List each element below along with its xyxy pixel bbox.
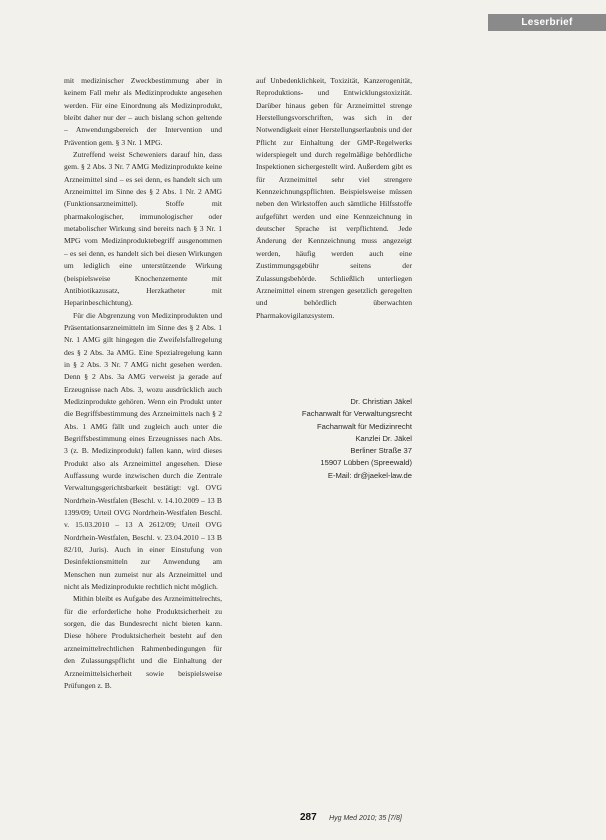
section-label: Leserbrief (488, 14, 606, 31)
author-title: Fachanwalt für Medizinrecht (317, 421, 412, 431)
author-name: Dr. Christian Jäkel (350, 397, 412, 406)
paragraph: auf Unbedenklichkeit, Toxizität, Kanzerogenität, Reproduktions- und Entwicklungstoxizität. Darüber hinaus geben für Arzneimittel strenge Herstellungsvorschriften, was sich in der Notwendigkeit einer Herstellungserlaubnis und der Pflicht zur Einhaltung der GMP-Regelwerks widerspiegelt und durch regelmäßige behördliche Inspektionen sichergestellt wird. Außerdem gibt es für Arzneimittel sehr viel strengere Kennzeichnungspflichten. Beispielsweise müssen neben den Wirkstoffen auch sämtliche Hilfsstoffe aufgeführt werden und eine Kennzeichnung in deutscher Sprache ist verpflichtend. Jede Änderung der Kennzeichnung muss angezeigt werden, häufig werden auch eine Zustimmungsgebühr seitens der Zulassungsbehörde. Schließlich unterliegen Arzneimittel einem strengen gesetzlich geregelten und behördlich überwachten Pharmakovigilanzsystem. (256, 76, 412, 320)
paragraph: Mithin bleibt es Aufgabe des Arzneimittelrechts, für die erforderliche hohe Produktsicherheit zu sorgen, die das Bundesrecht nicht bieten kann. Diese höhere Produktsicherheit besteht auf den arzneimittelrechtlichen Rahmenbedingungen für den Zulassungspflicht und die Einhaltung der Arzneimittelsicherheit sowie beispielsweise Prüfungen z. B. (64, 594, 222, 690)
right-column (256, 75, 412, 322)
paragraph: mit medizinischer Zweckbestimmung aber in keinem Fall mehr als Medizinprodukte angesehen werden. Für eine Einordnung als Medizinprodukt, bleibt daher nur der – auch bislang schon geltende – Anwendungsbereich der Intervention und Prävention gem. § 3 Nr. 1 MPG. (64, 76, 222, 147)
paragraph: Für die Abgrenzung von Medizinprodukten und Präsentationsarzneimitteln im Sinne des § 2 Abs. 1 Nr. 1 AMG gilt hingegen die Zweifelsfallregelung des § 2 Abs. 3a AMG. Eine Spezialregelung kann in § 2 Abs. 3 Nr. 7 AMG nicht gesehen werden. Denn § 2 Abs. 3a AMG verweist ja gerade auf Erzeugnisse nach Abs. 3, wozu ausdrücklich auch Medizinprodukte gehören. Wenn ein Produkt unter die Begriffsbestimmung des Arzneimittels nach § 2 Abs. 1 AMG fällt und zugleich auch unter die Begriffsbestimmung eines Erzeugnisses nach Abs. 3 (z. B. Medizinprodukt) fallen kann, wird dieses Produkt also als Arzneimittel angesehen. Diese Auffassung wurde inzwischen durch die Zentrale Verwaltungsgerichtsbarkeit bestätigt: vgl. OVG Nordrhein-Westfalen (Beschl. v. 14.10.2009 – 13 B 1399/09; Urteil OVG Nordrhein-Westfalen Beschl. v. 15.03.2010 – 13 A 2612/09; Urteil OVG Nordrhein-Westfalen, Beschl. v. 23.04.2010 – 13 B 82/10, Juris). Auch in einer Einstufung von Desinfektionsmitteln zur Anwendung am Menschen nun zumeist nur als Arzneimittel und nicht als Medizinprodukte rechtlich nicht möglich. (64, 310, 222, 592)
author-signature-block (256, 396, 412, 482)
page-number: 287 (300, 812, 317, 823)
page-footer (300, 812, 402, 823)
left-column (64, 75, 222, 692)
author-firm: Kanzlei Dr. Jäkel (355, 433, 412, 443)
author-email: E-Mail: dr@jaekel-law.de (327, 470, 412, 480)
author-city: 15907 Lübben (Spreewald) (320, 458, 412, 468)
paragraph: Zutreffend weist Scheweniers darauf hin, dass gem. § 2 Abs. 3 Nr. 7 AMG Medizinprodukte keine Arzneimittel sind – es sei denn, es handelt sich um Arzneimittel im Sinne des § 2 Abs. 1 Nr. 2 AMG (Funktionsarzneimittel). Stoffe mit pharmakologischer, immunologischer oder metabolischer Wirkung sind bereits nach § 3 Nr. 1 MPG vom Medizinproduktebegriff ausgenommen – es sei denn, es handelt sich bei diesen Wirkungen um lediglich eine unterstützende Wirkung (beispielsweise Knochenzemente mit Antibiotikazusatz, Herzkatheter mit Heparinbeschichtung). (64, 150, 222, 308)
author-street: Berliner Straße 37 (350, 446, 412, 456)
journal-citation: Hyg Med 2010; 35 [7/8] (329, 815, 402, 822)
author-title: Fachanwalt für Verwaltungsrecht (301, 409, 412, 419)
